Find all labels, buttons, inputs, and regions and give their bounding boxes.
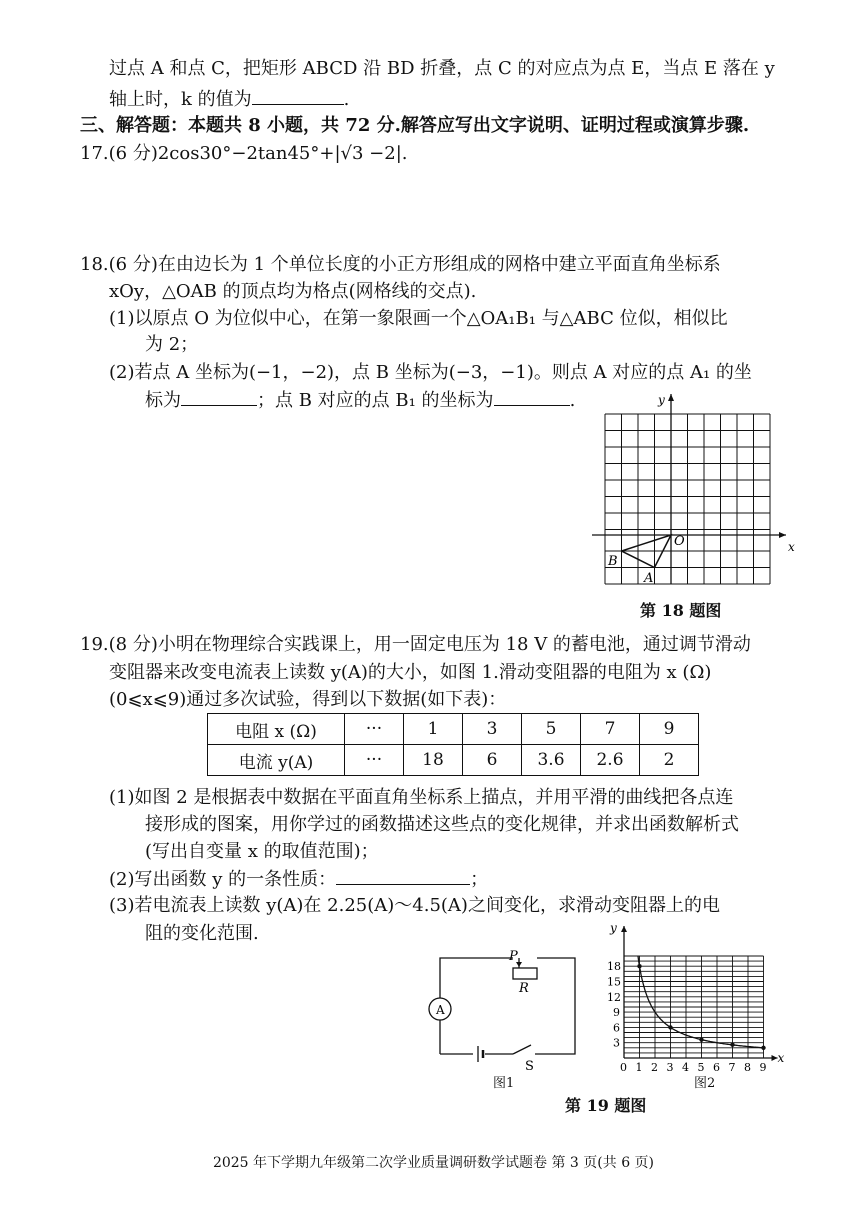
chart-x-label: x: [777, 1051, 785, 1065]
circuit-wire-right: [535, 958, 575, 1054]
q19-part2: [109, 866, 488, 893]
q16-line1: 过点 A 和点 C，把矩形 ABCD 沿 BD 折叠，点 C 的对应点为点 E，当点 E 落在 y: [109, 58, 775, 79]
chart-x-tick-label: 2: [651, 1061, 658, 1072]
resistor-label-r: R: [519, 981, 529, 996]
q19-x-2: 3: [463, 714, 522, 745]
q18-part2-line1: (2)若点 A 坐标为(−1，−2)，点 B 坐标为(−3，−1)。则点 A 对应的点 A₁ 的坐: [109, 362, 752, 383]
q19-row2-ellipsis: ···: [345, 745, 404, 776]
chart-data-point: [699, 1037, 703, 1041]
q18-part2-b: ；点 B 对应的点 B₁ 的坐标为: [257, 390, 494, 411]
q19-line1: [80, 632, 751, 658]
resistor-icon: [513, 968, 537, 979]
q18-line1: [80, 252, 721, 278]
section3-title: 三、解答题：本题共 8 小题，共 72 分.解答应写出文字说明、证明过程或演算步骤.: [80, 115, 750, 136]
q17-expression: 2cos30°−2tan45°+|√3 −2|.: [157, 143, 408, 164]
q19-y-3: 3.6: [522, 745, 581, 776]
q19-y-5: 2: [640, 745, 699, 776]
q18-x-label: x: [788, 540, 795, 554]
chart-y-tick-label: 9: [613, 1006, 620, 1020]
switch-label-s: S: [525, 1059, 534, 1074]
chart-y-arrow-icon: [621, 926, 627, 932]
q18-text-1: (6 分)在由边长为 1 个单位长度的小正方形组成的网格中建立平面直角坐标系: [108, 254, 721, 275]
q17: [80, 141, 407, 167]
q19-part1-line2: 接形成的图案，用你学过的函数描述这些点的变化规律，并求出函数解析式: [145, 814, 739, 835]
q18-y-axis-arrow-icon: [668, 394, 674, 401]
q18-label-b: B: [608, 554, 618, 569]
circuit-wire-top-left: [440, 958, 513, 998]
chart-x-tick-label: 1: [635, 1061, 643, 1072]
q16-line2: [109, 86, 349, 113]
chart-x-tick-label: 4: [682, 1061, 689, 1072]
chart-data-point: [668, 1025, 672, 1029]
slider-label-p: P: [509, 950, 518, 964]
q19-line2: 变阻器来改变电流表上读数 y(A)的大小，如图 1.滑动变阻器的电阻为 x (Ω): [109, 662, 712, 683]
q19-part2-prefix: (2)写出函数 y 的一条性质：: [109, 869, 337, 890]
page-footer: 2025 年下学期九年级第二次学业质量调研数学试题卷 第 3 页(共 6 页): [212, 1155, 655, 1171]
q19-text-1: (8 分)小明在物理综合实践课上，用一固定电压为 18 V 的蓄电池，通过调节滑动: [108, 634, 751, 655]
chart-y-tick-label: 18: [607, 960, 621, 974]
q19-part3-line2: 阻的变化范围.: [145, 923, 259, 944]
q18-part2-c: .: [569, 390, 576, 411]
q18-part1-line1: (1)以原点 O 为位似中心，在第一象限画一个△OA₁B₁ 与△ABC 位似，相似比: [109, 308, 728, 329]
q19-row2-label: 电流 y(A): [208, 745, 345, 776]
q18-number: 18.: [80, 254, 109, 275]
chart-y-tick-label: 12: [607, 990, 621, 1004]
q19-data-table: [207, 713, 699, 776]
q18-grid-lines: [605, 414, 770, 584]
q19-circuit-figure: [425, 950, 585, 1090]
chart-x-tick-label: 5: [697, 1061, 705, 1072]
chart-y-label: y: [610, 921, 617, 935]
q19-fig1-caption: 图1: [493, 1076, 515, 1091]
q19-y-2: 6: [463, 745, 522, 776]
table-row: [208, 714, 699, 745]
chart-x-tick-label: 7: [728, 1061, 736, 1072]
q19-x-3: 5: [522, 714, 581, 745]
q19-x-1: 1: [404, 714, 463, 745]
q19-part1-line1: (1)如图 2 是根据表中数据在平面直角坐标系上描点，并用平滑的曲线把各点连: [109, 787, 734, 808]
chart-x-tick-label: 9: [759, 1061, 767, 1072]
q18-y-label: y: [658, 393, 665, 407]
q16-answer-blank[interactable]: [252, 86, 344, 105]
q19-row1-ellipsis: ···: [345, 714, 404, 745]
q19-answer-blank[interactable]: [336, 866, 470, 885]
q17-number: 17.: [80, 143, 109, 164]
chart-y-tick-label: 15: [607, 975, 621, 989]
q19-number: 19.: [80, 634, 109, 655]
chart-x-tick-label: 0: [620, 1061, 627, 1072]
q18-answer-blank-b1[interactable]: [494, 387, 570, 406]
q19-x-5: 9: [640, 714, 699, 745]
q19-line3: (0⩽x⩽9)通过多次试验，得到以下数据(如下表)：: [109, 689, 507, 710]
q19-part3-line1: (3)若电流表上读数 y(A)在 2.25(A)～4.5(A)之间变化，求滑动变阻器上的电: [109, 895, 720, 916]
q18-answer-blank-a1[interactable]: [181, 387, 257, 406]
q18-label-a: A: [644, 571, 654, 586]
chart-x-tick-label: 3: [666, 1061, 674, 1072]
q18-line2: xOy，△OAB 的顶点均为格点(网格线的交点).: [109, 281, 477, 302]
chart-y-tick-label: 3: [613, 1036, 620, 1050]
q18-grid-figure: [588, 392, 800, 592]
ammeter-label: A: [436, 1003, 445, 1017]
q18-label-o: O: [674, 534, 685, 549]
q17-score: (6 分): [108, 143, 158, 164]
q18-part2-line2: [145, 387, 575, 414]
chart-data-point: [761, 1046, 765, 1050]
q18-part1-line2: 为 2；: [145, 334, 199, 355]
q19-x-4: 7: [581, 714, 640, 745]
q19-part1-line3: (写出自变量 x 的取值范围)；: [145, 841, 379, 862]
q19-figure-caption: 第 19 题图: [565, 1096, 647, 1115]
q19-y-1: 18: [404, 745, 463, 776]
q18-x-axis-arrow-icon: [779, 532, 786, 538]
chart-x-tick-label: 8: [744, 1061, 751, 1072]
switch-icon: [513, 1045, 531, 1054]
q19-y-4: 2.6: [581, 745, 640, 776]
q16-line2-prefix: 轴上时，k 的值为: [109, 89, 252, 110]
chart-y-tick-label: 6: [613, 1021, 620, 1035]
q19-part2-suffix: ；: [470, 869, 489, 890]
q19-fig2-caption: 图2: [694, 1076, 716, 1091]
q19-row1-label: 电阻 x (Ω): [208, 714, 345, 745]
chart-x-tick-label: 6: [713, 1061, 720, 1072]
q18-figure-caption: 第 18 题图: [640, 601, 722, 620]
q19-function-chart: [600, 920, 795, 1072]
q16-line2-suffix: .: [343, 89, 350, 110]
chart-data-point: [730, 1043, 734, 1047]
table-row: [208, 745, 699, 776]
chart-data-point: [637, 964, 641, 968]
q18-part2-a: 标为: [145, 390, 181, 411]
